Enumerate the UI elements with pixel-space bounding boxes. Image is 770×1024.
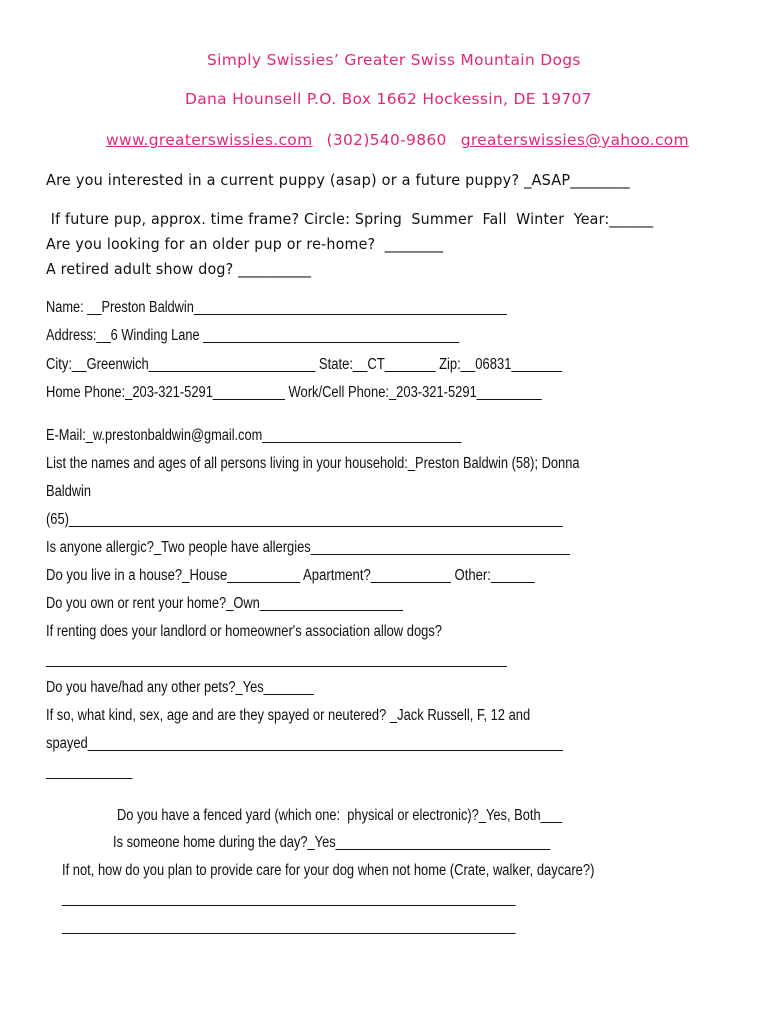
email-field: E-Mail:_w.prestonbaldwin@gmail.com____________________________ <box>46 427 462 444</box>
puppy-interest-question: Are you interested in a current puppy (asap) or a future puppy? _ASAP________ <box>46 171 630 189</box>
allergy-question: Is anyone allergic?_Two people have allergies____________________________________ <box>46 539 570 556</box>
landlord-answer-line: ________________________________________________________________ <box>46 651 507 668</box>
contact-line <box>106 133 689 149</box>
pets-kind-continued-2: ____________ <box>46 763 133 780</box>
breeder-address: Dana Hounsell P.O. Box 1662 Hockessin, DE 19707 <box>185 90 592 108</box>
website-link[interactable]: www.greaterswissies.com <box>106 131 313 149</box>
pets-kind-question: If so, what kind, sex, age and are they spayed or neutered? _Jack Russell, F, 12 and <box>46 707 531 724</box>
household-persons-continued-2: (65)_____________________________________________________________________ <box>46 511 563 528</box>
future-pup-question: If future pup, approx. time frame? Circle: Spring Summer Fall Winter Year:______ <box>46 210 654 228</box>
other-pets-question: Do you have/had any other pets?_Yes_______ <box>46 679 314 696</box>
housing-type-question: Do you live in a house?_House__________ Apartment?___________ Other:______ <box>46 567 535 584</box>
care-answer-line-2: _______________________________________________________________ <box>62 918 516 935</box>
older-pup-question: Are you looking for an older pup or re-home? ________ <box>46 235 444 253</box>
home-during-day-question: Is someone home during the day?_Yes______________________________ <box>113 834 551 851</box>
address-field: Address:__6 Winding Lane ____________________________________ <box>46 327 460 344</box>
breeder-title: Simply Swissies’ Greater Swiss Mountain Dogs <box>207 51 581 69</box>
household-persons-question: List the names and ages of all persons living in your household:_Preston Baldwin (58); Donna <box>46 455 580 472</box>
retired-adult-question: A retired adult show dog? __________ <box>46 260 312 278</box>
landlord-question: If renting does your landlord or homeowner's association allow dogs? <box>46 623 443 640</box>
fenced-yard-question: Do you have a fenced yard (which one: physical or electronic)?_Yes, Both___ <box>117 807 563 824</box>
breeder-phone: (302)540-9860 <box>326 131 447 149</box>
city-state-zip-field: City:__Greenwich_______________________ State:__CT_______ Zip:__06831_______ <box>46 356 563 373</box>
pets-kind-continued: spayed__________________________________________________________________ <box>46 735 563 752</box>
phone-fields: Home Phone:_203-321-5291__________ Work/Cell Phone:_203-321-5291_________ <box>46 384 542 401</box>
household-persons-continued: Baldwin <box>46 483 92 500</box>
care-plan-question: If not, how do you plan to provide care for your dog when not home (Crate, walker, daycare?) <box>62 862 595 879</box>
name-field: Name: __Preston Baldwin____________________________________________ <box>46 299 507 316</box>
care-answer-line-1: _______________________________________________________________ <box>62 890 516 907</box>
own-rent-question: Do you own or rent your home?_Own____________________ <box>46 595 403 612</box>
email-link[interactable]: greaterswissies@yahoo.com <box>460 131 689 149</box>
